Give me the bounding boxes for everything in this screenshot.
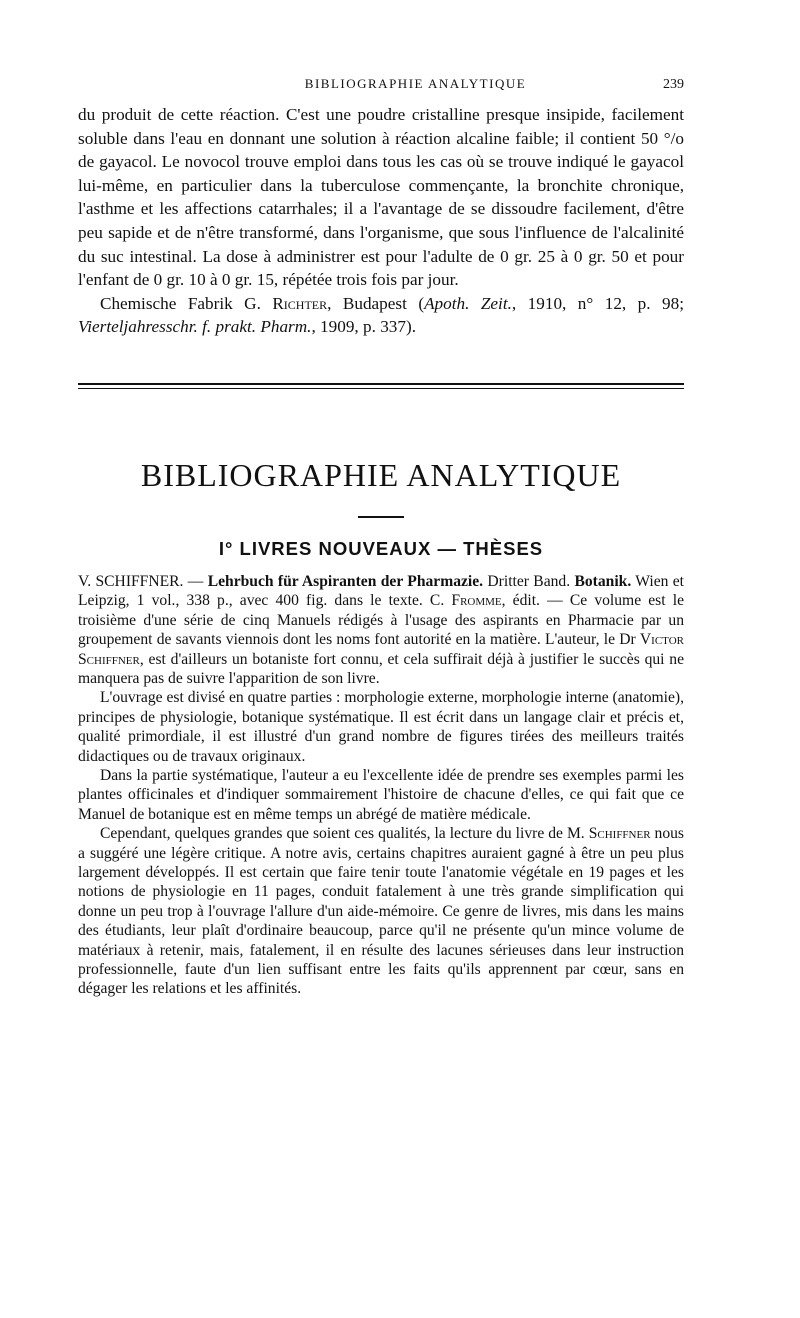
page-number: 239	[663, 77, 684, 92]
review-paragraph-2: L'ouvrage est divisé en quatre parties : morphologie externe, morphologie interne (anatomie), principes de physiologie, botanique systématique. Il est écrit dans un langage clair et précis et, qualité primordiale, il est illustré d'un grand nombre de figures tirées des meilleurs traités didactiques ou de travaux originaux.	[78, 689, 684, 765]
running-title: BIBLIOGRAPHIE ANALYTIQUE	[304, 76, 527, 91]
section-title: I° LIVRES NOUVEAUX — THÈSES	[218, 537, 544, 559]
citation-journal-2: Vierteljahresschr. f. prakt. Pharm.	[78, 317, 312, 337]
citation-author: Richter	[272, 293, 328, 313]
main-title: BIBLIOGRAPHIE ANALYTIQUE	[140, 456, 622, 493]
review-paragraph-1: V. SCHIFFNER. — Lehrbuch für Aspiranten der Pharmazie. Dritter Band. Botanik. Wien et Leipzig, 1 vol., 338 p., avec 400 fig. dans le texte. C. Fromme, édit. — Ce volume est le troisième d'une série de cinq Manuels rédigés à l'usage des aspirants en Pharmacie par un groupement de savants viennois dont les noms font autorité en la matière. L'auteur, le Dr Victor Schiffner, est d'ailleurs un botaniste fort connu, et cela suffirait déjà à justifier le succès qui ne manquera pas de suivre l'apparition de son livre.	[78, 572, 685, 687]
section-divider	[78, 383, 684, 389]
book-title: Lehrbuch für Aspiranten der Pharmazie.	[207, 572, 484, 590]
book-subject: Botanik.	[574, 572, 632, 590]
review-author: V. SCHIFFNER.	[78, 572, 184, 590]
previous-article-citation: Chemische Fabrik G. Richter, Budapest (Apoth. Zeit., 1910, n° 12, p. 98; Vierteljahresschr. f. prakt. Pharm., 1909, p. 337).	[78, 293, 684, 337]
review-paragraph-4: Cependant, quelques grandes que soient ces qualités, la lecture du livre de M. Schiffner nous a suggéré une légère critique. A notre avis, certains chapitres auraient gagné à être un peu plus largement développés. Il est certain que faire tenir toute l'anatomie végétale en 19 pages et les notions de physiologie en 11 pages, conduit fatalement à une très grande simplification qui donne un peu trop à l'ouvrage l'allure d'un aide-mémoire. Ce genre de livres, mis dans les mains des étudiants, leur plaît d'ordinaire beaucoup, parce qu'il ne présente qu'un mince volume de matériaux à retenir, mais, fatalement, il en résulte des lacunes sérieuses dans leur instruction professionnelle, faute d'un lien suffisant entre les faits qu'ils apprennent par cœur, sans en dégager les relations et les affinités.	[78, 825, 685, 998]
citation-journal-1: Apoth. Zeit.	[424, 293, 512, 313]
review-paragraph-3: Dans la partie systématique, l'auteur a eu l'excellente idée de prendre ses exemples parmi les plantes officinales et d'indiquer sommairement l'histoire de chacune d'elles, ce qui fait que ce Manuel de botanique est en même temps un abrégé de matière médicale.	[78, 767, 684, 823]
title-underline	[358, 516, 404, 518]
page	[78, 76, 684, 999]
running-header	[78, 76, 684, 93]
previous-article-paragraph: du produit de cette réaction. C'est une poudre cristalline presque insipide, facilement soluble dans l'eau en donnant une solution à réaction alcaline faible; il contient 50 °/o de gayacol. Le novocol trouve emploi dans tous les cas où se trouve indiqué le gayacol lui-même, en particulier dans la tuberculose commençante, la bronchite chronique, l'asthme et les affections catarrhales; il a l'avantage de se dissoudre facilement, d'être peu sapide et de n'être transformé, dans l'organisme, que sous l'influence de l'alcalinité du suc intestinal. La dose à administrer est pour l'adulte de 0 gr. 25 à 0 gr. 50 et pour l'enfant de 0 gr. 10 à 0 gr. 15, répétée trois fois par jour.	[78, 105, 684, 290]
publisher: Fromme	[451, 592, 502, 610]
author-name: Schiffner	[588, 825, 651, 843]
author-full-name: Victor Schiffner	[78, 631, 684, 668]
